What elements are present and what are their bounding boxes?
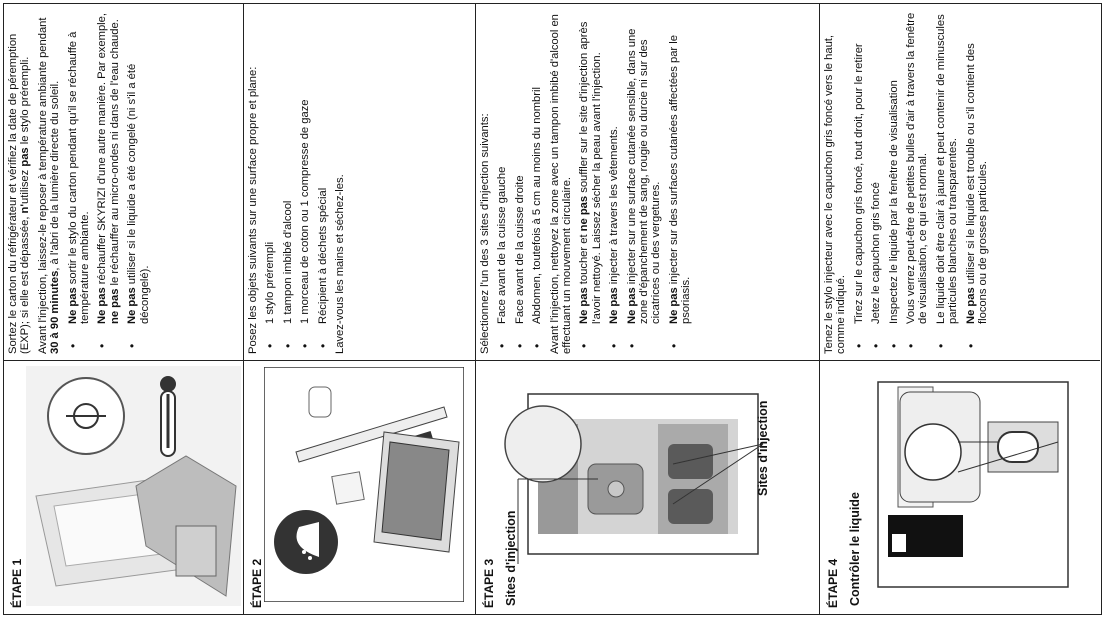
list-item: • 1 tampon imbibé d'alcool: [282, 10, 294, 324]
step-2-illustration-cell: [244, 360, 475, 614]
list-item: [608, 10, 620, 324]
step-4-text: [820, 4, 1100, 360]
step-label: ÉTAPE 3: [482, 558, 496, 608]
text-run: le réchauffer au micro-ondes ni dans de l'eau chaude.: [108, 19, 121, 289]
bold-run: Ne pas: [126, 287, 139, 324]
step-3-warnings: [578, 10, 692, 354]
text-run: utiliser si le liquide a été congelé (ni s'il a été décongelé).: [126, 63, 151, 324]
step-2-outro: Lavez-vous les mains et séchez-les.: [334, 174, 347, 354]
text-run: toucher et: [578, 231, 591, 288]
list-item: • Tirez sur le capuchon gris foncé, tout droit, pour le retirer: [853, 10, 865, 324]
step-row-1: [4, 4, 244, 614]
list-item: • Récipient à déchets spécial: [317, 10, 329, 324]
list-item: [965, 10, 990, 324]
fridge-thermometer-illustration: [26, 366, 241, 606]
text-run: utiliser si le liquide est trouble ou s'il contient des flocons ou de grosses particules.: [964, 43, 990, 324]
text-run: Avant l'injection, laissez-le reposer à température ambiante pendant: [36, 17, 49, 354]
step-4-intro: Tenez le stylo injecteur avec le capuchon gris foncé vers le haut, comme indiqué.: [823, 34, 848, 354]
list-item: • Abdomen, toutefois à 5 cm au moins du nombril: [531, 10, 543, 324]
list-item: [126, 10, 151, 324]
step-1-intro-2: [37, 10, 62, 354]
list-item: [96, 10, 121, 324]
step-1-intro: [7, 10, 32, 354]
check-liquid-label: Contrôler le liquide: [848, 492, 862, 606]
step-2-supplies: [264, 10, 329, 354]
bold-run: Ne pas: [578, 287, 591, 324]
step-4-instructions: [853, 10, 990, 354]
list-item: • Face avant de la cuisse gauche: [496, 10, 508, 324]
step-2-intro: Posez les objets suivants sur une surface propre et plane:: [247, 66, 259, 354]
steps-table: [3, 3, 1102, 615]
list-item: [578, 10, 603, 324]
text-run: le stylo prérempli.: [19, 56, 32, 148]
step-row-2: [244, 4, 476, 614]
injection-sites-label-left: Sites d'injection: [504, 510, 518, 606]
step-label: ÉTAPE 2: [250, 558, 264, 608]
text-run: souffler sur le site d'injection après l'avoir nettoyé. Laissez sécher la peau avant l'injection.: [578, 21, 603, 324]
step-3-middle: Avant l'injection, nettoyez la zone avec un tampon imbibé d'alcool en effectuant un mouvement circulaire.: [548, 14, 574, 354]
supplies-illustration: [264, 367, 464, 602]
list-item: • Jetez le capuchon gris foncé: [870, 10, 882, 324]
injection-sites-illustration: [498, 389, 788, 564]
bold-run: Ne pas: [66, 287, 79, 324]
text-run: utilisez: [19, 166, 32, 204]
bold-run: Ne pas: [667, 287, 680, 324]
step-row-4: [820, 4, 1100, 614]
text-run: injecter sur des surfaces cutanées affectées par le psoriasis.: [667, 35, 693, 324]
text-run: , à l'abri de la lumière directe du soleil.: [49, 80, 62, 271]
list-item: • 1 morceau de coton ou 1 compresse de gaze: [299, 10, 311, 324]
list-item: • Le liquide doit être clair à jaune et peut contenir de minuscules particules blanches ou transparentes.: [935, 10, 960, 324]
list-item: • Vous verrez peut-être de petites bulles d'air à travers la fenêtre de visualisation, ce qui est normal.: [905, 10, 930, 324]
bold-run: 30 à 90 minutes: [49, 270, 62, 354]
step-3-illustration-cell: [476, 360, 819, 614]
step-3-intro: Sélectionnez l'un des 3 sites d'injection suivants:: [479, 113, 491, 354]
bold-run: Ne pas: [608, 287, 621, 324]
text-run: réchauffer SKYRIZI d'une autre manière. Par exemple,: [96, 13, 109, 288]
list-item: • 1 stylo prérempli: [264, 10, 276, 324]
list-item: • Face avant de la cuisse droite: [514, 10, 526, 324]
bold-run: n': [19, 203, 32, 214]
list-item: [67, 10, 92, 324]
bold-run: Ne pas: [96, 287, 109, 324]
step-1-text: [4, 4, 243, 360]
step-label: ÉTAPE 4: [826, 558, 840, 608]
step-2-text: [244, 4, 475, 360]
text-run: injecter à travers les vêtements.: [608, 126, 621, 288]
step-row-3: [476, 4, 820, 614]
text-run: sortir le stylo du carton pendant qu'il se réchauffe à température ambiante.: [66, 31, 92, 324]
bold-run: Ne pas: [625, 287, 638, 324]
step-1-illustration-cell: [4, 360, 243, 614]
bold-run: ne pas: [108, 288, 121, 324]
step-3-text: [476, 4, 819, 360]
step-1-warnings: [67, 10, 151, 354]
injection-sites-label-right: Sites d'injection: [756, 400, 770, 496]
list-item: [668, 10, 693, 324]
text-run: Sortez le carton du réfrigérateur et vérifiez la date de péremption (EXP); si elle est dépassée,: [7, 33, 32, 354]
text-run: injecter sur une surface cutanée sensible, dans une zone d'épanchement de sang, rougie ou durcie ni sur des cicatrices ou des vergetures.: [625, 28, 663, 324]
bold-run: ne pas: [578, 195, 591, 232]
list-item: [626, 10, 663, 324]
list-item: • Inspectez le liquide par la fenêtre de visualisation: [888, 10, 900, 324]
bold-run: pas: [19, 147, 32, 167]
bold-run: Ne pas: [964, 287, 977, 324]
pen-window-illustration: [848, 372, 1088, 592]
step-label: ÉTAPE 1: [10, 558, 24, 608]
step-4-illustration-cell: [820, 360, 1100, 614]
step-3-sites: [496, 10, 543, 354]
